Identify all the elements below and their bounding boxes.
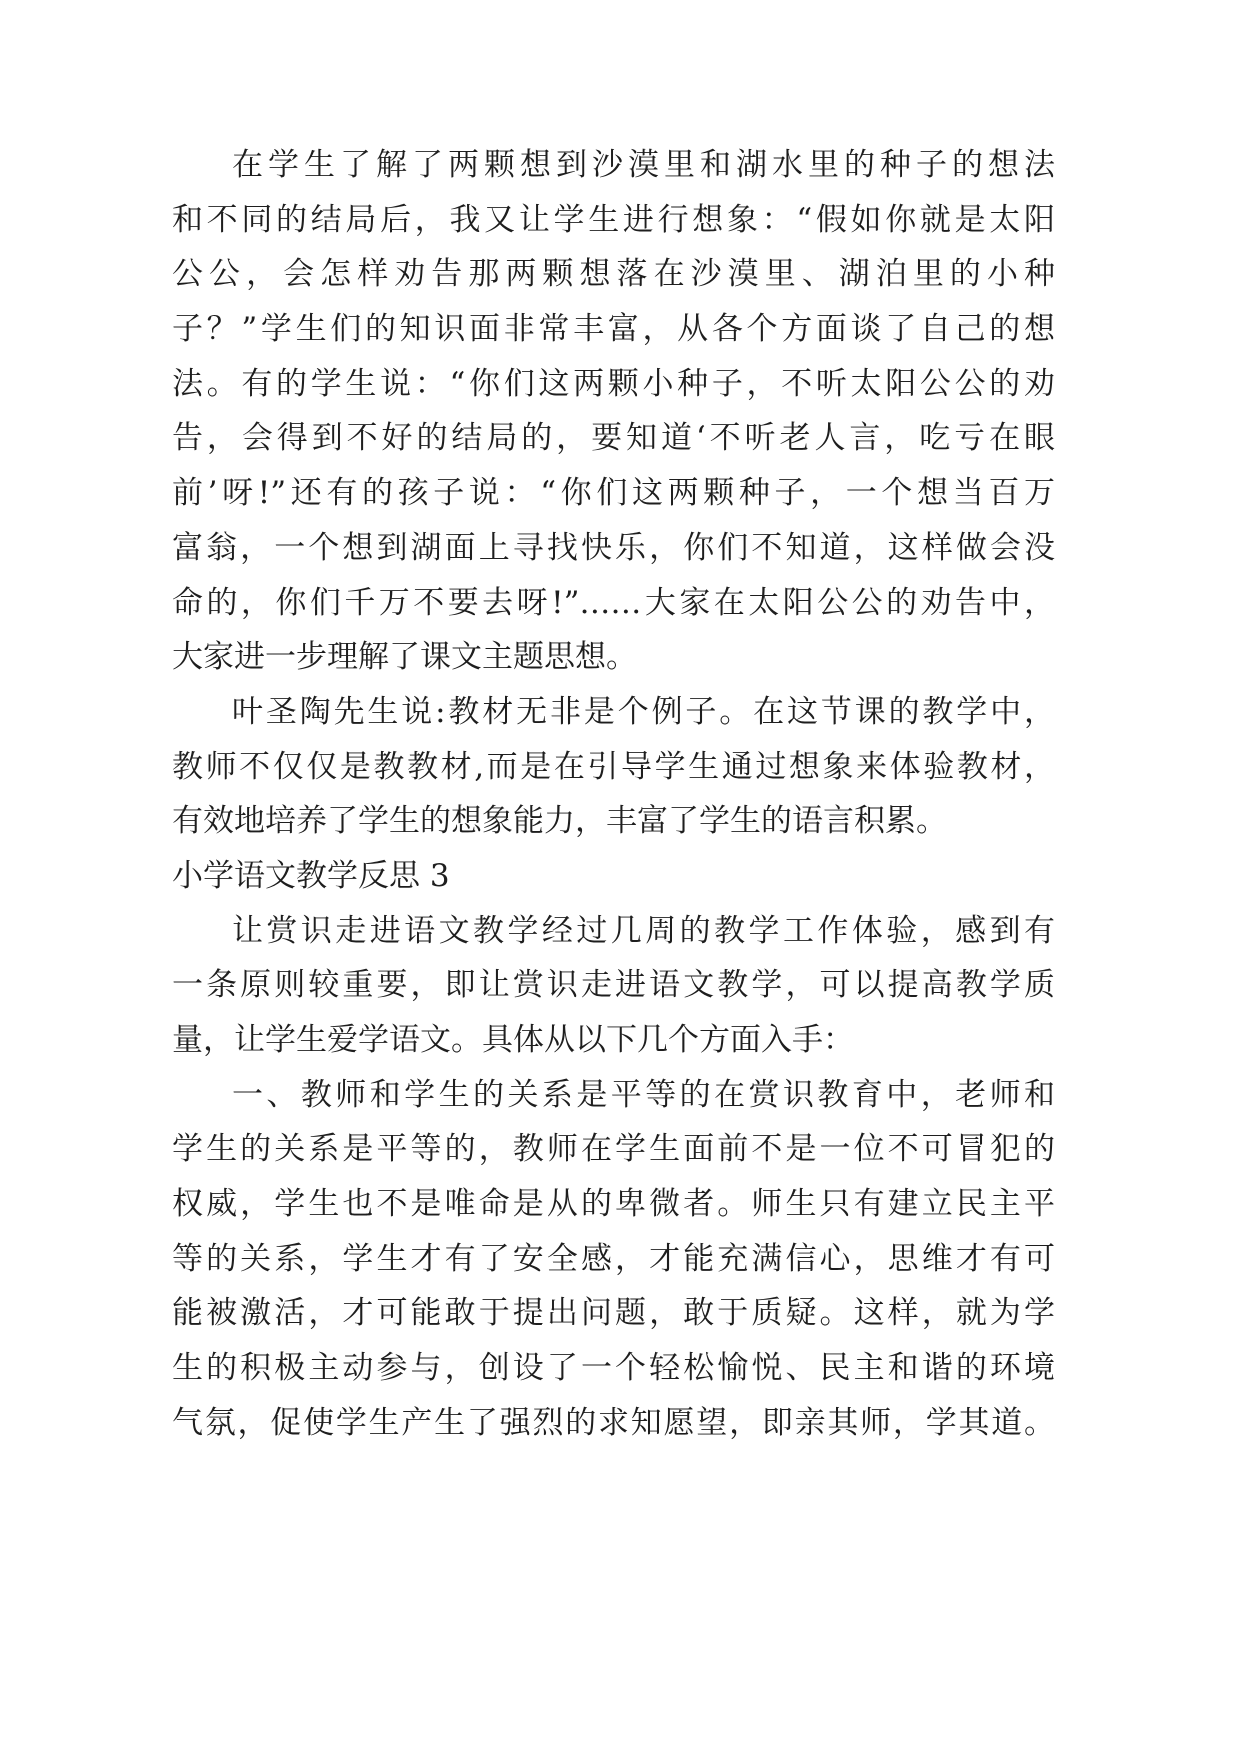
paragraph-line: 命的，你们千万不要去呀!”……大家在太阳公公的劝告中， — [172, 584, 1055, 621]
paragraph-line: 富翁，一个想到湖面上寻找快乐，你们不知道，这样做会没 — [172, 529, 1055, 566]
paragraph-line: 教师不仅仅是教教材,而是在引导学生通过想象来体验教材， — [172, 748, 1055, 785]
paragraph-line: 子？”学生们的知识面非常丰富，从各个方面谈了自己的想 — [172, 311, 1055, 348]
paragraph-line: 能被激活，才可能敢于提出问题，敢于质疑。这样，就为学 — [172, 1295, 1055, 1332]
paragraph-line: 权威，学生也不是唯命是从的卑微者。师生只有建立民主平 — [172, 1186, 1055, 1223]
paragraph-line: 法。有的学生说：“你们这两颗小种子，不听太阳公公的劝 — [172, 365, 1055, 402]
paragraph-1 — [172, 138, 1055, 685]
paragraph-line: 大家进一步理解了课文主题思想。 — [172, 639, 637, 676]
document-body — [172, 138, 1055, 1451]
paragraph-line: 学生的关系是平等的，教师在学生面前不是一位不可冒犯的 — [172, 1131, 1055, 1168]
paragraph-3 — [172, 904, 1055, 1068]
paragraph-line: 生的积极主动参与，创设了一个轻松愉悦、民主和谐的环境 — [172, 1350, 1055, 1387]
paragraph-4 — [172, 1068, 1055, 1451]
paragraph-line: 前’呀!”还有的孩子说：“你们这两颗种子，一个想当百万 — [172, 475, 1055, 512]
paragraph-line: 气氛，促使学生产生了强烈的求知愿望，即亲其师，学其道。 — [172, 1404, 1055, 1441]
section-heading: 小学语文教学反思 3 — [172, 857, 450, 894]
paragraph-line: 在学生了解了两颗想到沙漠里和湖水里的种子的想法 — [232, 147, 1055, 183]
paragraph-line: 量，让学生爱学语文。具体从以下几个方面入手： — [172, 1022, 854, 1058]
paragraph-line: 和不同的结局后，我又让学生进行想象：“假如你就是太阳 — [172, 201, 1055, 238]
paragraph-line: 一条原则较重要，即让赏识走进语文教学，可以提高教学质 — [172, 967, 1055, 1004]
paragraph-line: 一、教师和学生的关系是平等的在赏识教育中，老师和 — [232, 1076, 1055, 1113]
paragraph-line: 等的关系，学生才有了安全感，才能充满信心，思维才有可 — [172, 1240, 1055, 1277]
paragraph-line: 叶圣陶先生说:教材无非是个例子。在这节课的教学中， — [232, 693, 1055, 730]
paragraph-line: 有效地培养了学生的想象能力，丰富了学生的语言积累。 — [172, 803, 947, 840]
paragraph-2 — [172, 685, 1055, 849]
paragraph-line: 让赏识走进语文教学经过几周的教学工作体验，感到有 — [232, 912, 1055, 949]
paragraph-line: 告，会得到不好的结局的，要知道‘不听老人言，吃亏在眼 — [172, 420, 1055, 457]
paragraph-line: 公公，会怎样劝告那两颗想落在沙漠里、湖泊里的小种 — [172, 256, 1055, 293]
